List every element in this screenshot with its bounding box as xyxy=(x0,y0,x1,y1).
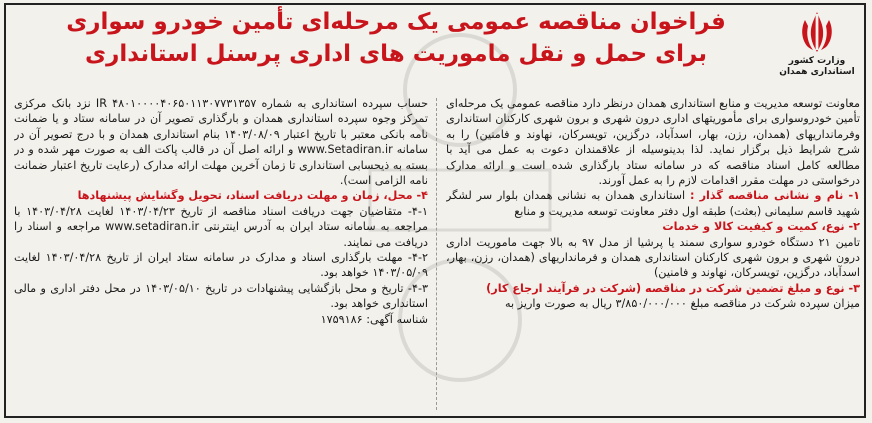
title-line-1: فراخوان مناقصه عمومی یک مرحله‌ای تأمین خودرو سواری xyxy=(66,9,726,35)
section-3-heading: ۳- نوع و مبلغ تضمین شرکت در مناقصه (شرکت در فرآیند ارجاع کار) xyxy=(486,281,860,295)
ad-id: شناسه آگهی: ۱۷۵۹۱۸۶ xyxy=(320,312,428,326)
section-1-heading: ۱- نام و نشانی مناقصه گذار : xyxy=(689,189,860,203)
right-column xyxy=(446,96,860,414)
section-1 xyxy=(446,188,860,219)
org-name-line2: استانداری همدان xyxy=(779,67,855,77)
column-divider xyxy=(436,98,437,410)
deposit-paragraph: حساب سپرده استانداری به شماره IR ۴۸۰۱۰۰۰۰۴۰۶۵۰۱۱۳۰۷۷۳۱۳۵۷ نزد بانک مرکزی تمرکز وجوه سپرده استانداری همدان و بارگذاری تصویر آن در سامانه ستاد و یا ضمانت نامه بانکی معتبر با تاریخ اعتبار ۱۴۰۳/۰۸/۰۹ بنام استانداری همدان و با درج تصویر آن در سامانه www.Setadiran.ir و ارائه اصل آن در قالب پاکت الف به صورت مهر شده و در بسته به ذیحسابی استانداری تا زمان آخرین مهلت ارائه مدارک (رعایت تاریخ اعتبار ضمانت نامه الزامی است). xyxy=(14,97,428,188)
section-4-1: ۴-۱- متقاضیان جهت دریافت اسناد مناقصه از تاریخ ۱۴۰۳/۰۴/۲۳ لغایت ۱۴۰۳/۰۴/۲۸ با مراجعه به سامانه ستاد ایران به آدرس اینترنتی www.setadiran.ir مراجعه و اسناد را دریافت می نمایند. xyxy=(14,204,428,249)
title-line-2: برای حمل و نقل ماموریت های اداری پرسنل استانداری xyxy=(85,41,707,67)
section-4-3: ۴-۳- تاریخ و محل بازگشایی پیشنهادات در تاریخ ۱۴۰۳/۰۵/۱۰ در محل دفتر اداری و مالی استانداری خواهد بود. xyxy=(14,281,428,311)
section-3-text: میزان سپرده شرکت در مناقصه مبلغ ۳/۸۵۰/۰۰۰/۰۰۰ ریال به صورت واریز به xyxy=(505,297,860,311)
org-name-line1: وزارت کشور xyxy=(788,56,846,66)
page-title xyxy=(30,6,762,70)
section-4-2: ۴-۲- مهلت بارگذاری اسناد و مدارک در سامانه ستاد ایران از تاریخ ۱۴۰۳/۰۴/۲۸ لغایت ۱۴۰۳/۰۵/۰۹ خواهد بود. xyxy=(14,251,428,280)
iran-emblem-icon xyxy=(797,10,837,54)
section-2-heading: ۲- نوع، کمیت و کیفیت کالا و خدمات xyxy=(662,220,860,234)
intro-paragraph: معاونت توسعه مدیریت و منابع استانداری همدان درنظر دارد مناقصه عمومی یک مرحله‌ای تأمین خودروسواری برای مأموریتهای اداری درون شهری و برون شهری کارکنان استانداری وفرمانداریهای (همدان، رزن، بهار، اسدآباد، درگزین، تویسرکان، نهاوند و فامنین) را به شرح شرایط ذیل برگزار نماید. لذا بدینوسیله از علاقمندان دعوت به عمل می آید با مطالعه کامل اسناد مناقصه که در سامانه ستاد بارگذاری شده است و ارائه مدارک درخواستی در مهلت مقرر اقدامات لازم را به عمل آورند. xyxy=(446,97,860,188)
section-2-text: تامین ۲۱ دستگاه خودرو سواری سمند یا پرشیا از مدل ۹۷ به بالا جهت ماموریت اداری درون شهری و برون شهری کارکنان استانداری همدان و فرمانداریهای (همدان، رزن، بهار، اسدآباد، درگزین، تویسرکان، نهاوند و فامنین) xyxy=(446,235,860,280)
left-column xyxy=(14,96,428,414)
section-4-heading: ۴- محل، زمان و مهلت دریافت اسناد، تحویل وگشایش پیشنهادها xyxy=(77,189,428,203)
section-1-text: استانداری همدان به نشانی همدان بلوار سر لشگر شهید قاسم سلیمانی (بعثت) طبقه اول دفتر معاونت توسعه مدیریت و منابع xyxy=(446,189,860,218)
logo xyxy=(772,10,862,90)
